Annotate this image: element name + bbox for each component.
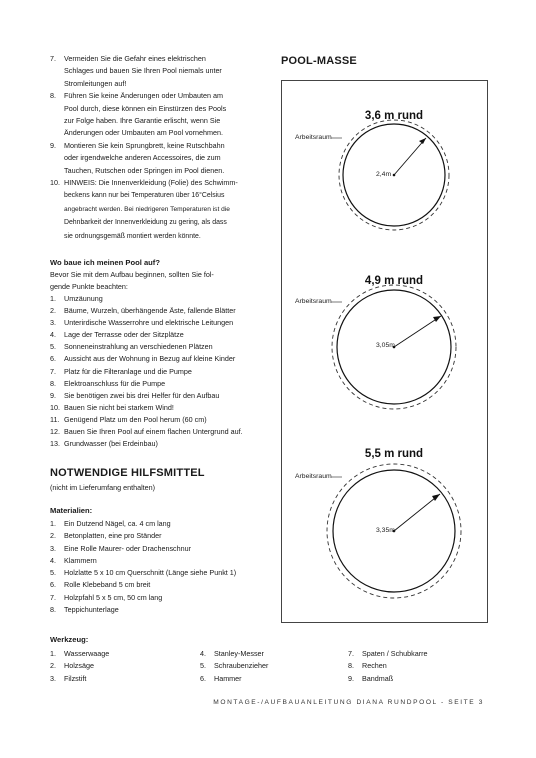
materials-list [50, 518, 275, 616]
list-item: 11. Genügend Platz um den Pool herum (60 cm) [50, 414, 207, 424]
tools-column-2 [200, 648, 340, 685]
list-item: 2. Holzsäge [50, 661, 94, 671]
list-item: 8. Teppichunterlage [50, 605, 119, 615]
list-item: 6. Rolle Klebeband 5 cm breit [50, 580, 151, 590]
list-item: 3. Eine Rolle Maurer- oder Drachenschnur [50, 543, 192, 553]
pool-1-arrowhead [419, 138, 426, 144]
list-item: 6. Hammer [200, 673, 242, 683]
list-item: 2. Bäume, Wurzeln, überhängende Äste, fallende Blätter [50, 306, 236, 316]
list-item: 4. Lage der Terrasse oder der Sitzplätze [50, 330, 184, 340]
list-item: 5. Schraubenzieher [200, 661, 269, 671]
list-item: 10. Bauen Sie nicht bei starkem Wind! [50, 402, 174, 412]
pool-3-title: 5,5 m rund [364, 448, 424, 460]
safety-list [50, 53, 265, 243]
tools-column-3 [348, 648, 488, 685]
list-item: 9. Montieren Sie kein Sprungbrett, keine Rutschbahn oder irgendwelche anderen Accessoires, die zum Tauchen, Rutschen oder Springen im Pool dienen. [50, 140, 225, 175]
list-item: 6. Aussicht aus der Wohnung in Bezug auf kleine Kinder [50, 354, 236, 364]
list-item: 5. Holzlatte 5 x 10 cm Querschnitt (Länge siehe Punkt 1) [50, 568, 237, 578]
list-item: 3. Unterirdische Wasserrohre und elektrische Leitungen [50, 318, 234, 328]
list-item: 2. Betonplatten, eine pro Ständer [50, 531, 162, 541]
list-item: 1. Ein Dutzend Nägel, ca. 4 cm lang [50, 519, 171, 528]
list-item: 8. Rechen [348, 661, 387, 671]
materials-heading: Materialien: [50, 506, 93, 515]
pool-1-title: 3,6 m rund [364, 110, 424, 122]
pool-masse-panel [281, 80, 488, 623]
list-item: 4. Klammern [50, 555, 97, 565]
pool-2-area-label: Arbeitsraum [295, 298, 332, 305]
pool-1-radius-line [394, 138, 426, 175]
list-item: 7. Holzpfahl 5 x 5 cm, 50 cm lang [50, 592, 163, 602]
pool-diagrams [282, 81, 487, 622]
tools-column-1 [50, 648, 190, 685]
list-item: 7. Vermeiden Sie die Gefahr eines elektrischen Schlages und bauen Sie Ihren Pool niemals unter Stromleitungen auf! [50, 54, 222, 88]
list-item: 3. Filzstift [50, 673, 87, 683]
list-item: 13. Grundwasser (bei Erdeinbau) [50, 439, 158, 449]
pool-3-area-label: Arbeitsraum [295, 473, 332, 480]
where-heading: Wo baue ich meinen Pool auf? [50, 258, 160, 267]
hilfsmittel-heading: NOTWENDIGE HILFSMITTEL [50, 467, 205, 479]
pool-2-radius-line [394, 316, 441, 347]
page-footer: MONTAGE-/AUFBAUANLEITUNG DIANA RUNDPOOL - SEITE 3 [213, 699, 484, 706]
where-list [50, 293, 275, 450]
list-item: 4. Stanley-Messer [200, 649, 264, 658]
pool-1-radius-label: 2,4m [376, 171, 392, 178]
where-intro: Bevor Sie mit dem Aufbau beginnen, sollten Sie fol- gende Punkte beachten: [50, 270, 214, 292]
hilfsmittel-subtitle: (nicht im Lieferumfang enthalten) [50, 483, 156, 492]
tools-heading: Werkzeug: [50, 635, 89, 644]
list-item: 8. Elektroanschluss für die Pumpe [50, 378, 166, 388]
pool-2-title: 4,9 m rund [364, 275, 424, 287]
pool-2-radius-label: 3,05m [376, 342, 395, 349]
list-item: 9. Bandmaß [348, 673, 394, 683]
list-item: 5. Sonneneinstrahlung an verschiedenen Plätzen [50, 342, 213, 352]
pool-2-arrowhead [433, 316, 441, 322]
list-item: 7. Platz für die Filteranlage und die Pumpe [50, 366, 192, 376]
list-item: 9. Sie benötigen zwei bis drei Helfer für den Aufbau [50, 390, 220, 400]
list-item: 1. Wasserwaage [50, 649, 110, 658]
pool-masse-heading: POOL-MASSE [281, 55, 357, 67]
pool-3-radius-label: 3,35m [376, 527, 395, 534]
list-item: 12. Bauen Sie Ihren Pool auf einem flachen Untergrund auf. [50, 427, 243, 437]
pool-3-radius-line [394, 494, 440, 531]
list-item: 7. Spaten / Schubkarre [348, 649, 428, 658]
pool-1-area-label: Arbeitsraum [295, 134, 332, 141]
list-item: 10. HINWEIS: Die Innenverkleidung (Folie) des Schwimm- beckens kann nur bei Temperaturen über 16°Celsius angebracht werden. Bei niedrigeren Temperaturen ist die Dehnbarkeit der Innenverkleidung zu gering, als dass sie ordnungsgemäß montiert werden könnte. [50, 178, 238, 240]
list-item: 1. Umzäunung [50, 294, 103, 303]
list-item: 8. Führen Sie keine Änderungen oder Umbauten am Pool durch, diese können ein Einstürzen des Pools zur Folge haben. Ihre Garantie erlischt, wenn Sie Änderungen oder Umbauten am Pool vornehmen. [50, 91, 227, 138]
